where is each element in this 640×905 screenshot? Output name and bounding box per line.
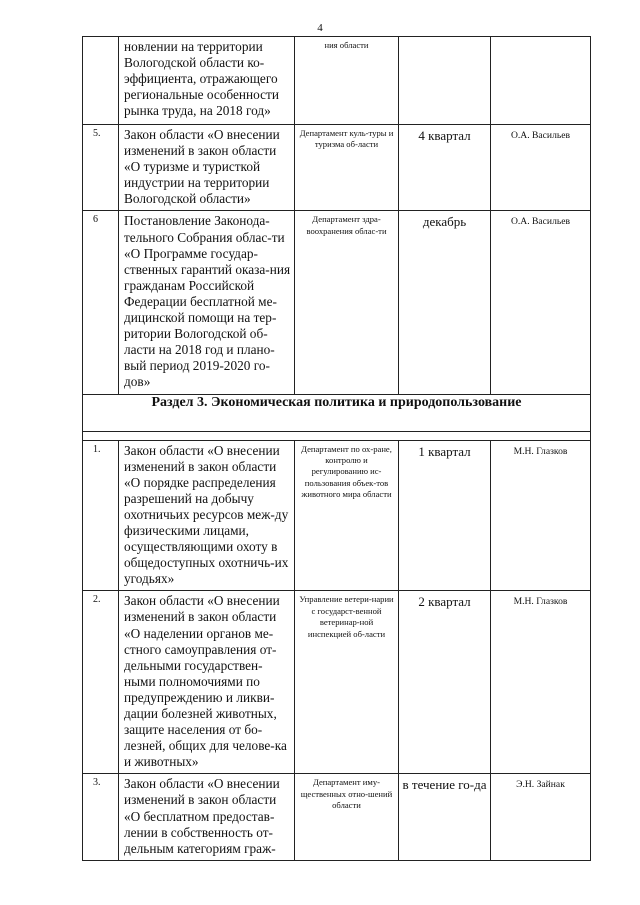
responsible-cell <box>491 125 591 211</box>
department-name: Департамент куль-туры и туризма об-ласти <box>299 128 394 150</box>
table-row <box>83 440 591 591</box>
section-heading-row <box>83 394 591 431</box>
document-title: Закон области «О внесении изменений в закон области «О бесплатном предостав-лении в собственность от-дельным категориям граж- <box>124 776 280 856</box>
department-name: Управление ветери-нарии с государст-венной ветеринар-ной инспекцией об-ласти <box>299 594 394 639</box>
row-number-cell: 2. <box>83 591 119 774</box>
department-cell <box>295 440 399 591</box>
document-title-cell <box>119 591 295 774</box>
document-title: Постановление Законода-тельного Собрания облас-ти «О Программе государ-ственных гарантий оказа-ния гражданам Российской Федерации бесплатной ме-дицинской помощи на тер-ритории Вологодской об-ласти на 2018 год и плано-вый период 2019-2020 го-дов» <box>124 213 291 390</box>
deadline-value: 4 квартал <box>418 128 471 143</box>
document-title: Закон области «О внесении изменений в закон области «О туризме и туристкой индустрии на территории Вологодской области» <box>124 127 280 207</box>
department-cell <box>295 774 399 860</box>
section-heading: Раздел 3. Экономическая политика и природопользование <box>83 394 591 431</box>
row-number-cell: 3. <box>83 774 119 860</box>
table-row <box>83 211 591 394</box>
document-title: Закон области «О внесении изменений в закон области «О порядке распределения разрешений на добычу охотничьих ресурсов меж-ду физическими лицами, осуществляющими охоту в общедоступных охотничь-их угодьях» <box>124 442 289 587</box>
department-name: Департамент иму-щественных отно-шений области <box>300 777 393 811</box>
department-name: Департамент по ох-ране, контролю и регулированию ис-пользования объек-тов животного мира области <box>301 443 392 500</box>
document-title: новлении на территории Вологодской области ко-эффициента, отражающего региональные особенности рынка труда, на 2018 год» <box>124 39 279 119</box>
department-cell <box>295 591 399 774</box>
document-title-cell <box>119 440 295 591</box>
document-title-cell <box>119 125 295 211</box>
responsible-cell <box>491 211 591 394</box>
row-number-cell: 1. <box>83 440 119 591</box>
section-spacer <box>83 431 591 440</box>
responsible-cell <box>491 774 591 860</box>
row-number-cell: 5. <box>83 125 119 211</box>
department-name: ния области <box>324 40 369 50</box>
deadline-cell <box>399 211 491 394</box>
legislative-plan-table <box>82 36 591 861</box>
deadline-cell <box>399 774 491 860</box>
deadline-cell <box>399 37 491 125</box>
responsible-person: О.А. Васильев <box>510 130 571 141</box>
row-number-cell <box>83 37 119 125</box>
department-name: Департамент здра-воохранения облас-ти <box>306 214 387 236</box>
deadline-value: 2 квартал <box>418 594 471 610</box>
responsible-person: М.Н. Глазков <box>513 445 568 457</box>
document-title-cell <box>119 774 295 860</box>
table-row <box>83 591 591 774</box>
table-row <box>83 125 591 211</box>
table-row <box>83 37 591 125</box>
document-title-cell <box>119 37 295 125</box>
deadline-value: 1 квартал <box>418 443 471 459</box>
department-cell <box>295 211 399 394</box>
responsible-person: Э.Н. Зайнак <box>516 779 565 791</box>
row-number-cell: 6 <box>83 211 119 394</box>
document-title: Закон области «О внесении изменений в закон области «О наделении органов ме-стного самоуправления от-дельными государствен-ными полномочиями по предупреждению и ликви-дации болезней животных, защите населения от бо-лезней, общих для челове-ка и животных» <box>124 593 287 770</box>
deadline-cell <box>399 440 491 591</box>
document-title-cell <box>119 211 295 394</box>
responsible-cell <box>491 37 591 125</box>
responsible-person: М.Н. Глазков <box>513 596 568 608</box>
deadline-cell <box>399 125 491 211</box>
page-number: 4 <box>317 22 323 34</box>
responsible-cell <box>491 440 591 591</box>
deadline-value: в течение го-да <box>402 777 487 793</box>
department-cell <box>295 37 399 125</box>
table-row <box>83 774 591 860</box>
responsible-person: О.А. Васильев <box>510 216 571 228</box>
deadline-cell <box>399 591 491 774</box>
responsible-cell <box>491 591 591 774</box>
deadline-value: декабрь <box>422 214 467 230</box>
department-cell <box>295 125 399 211</box>
